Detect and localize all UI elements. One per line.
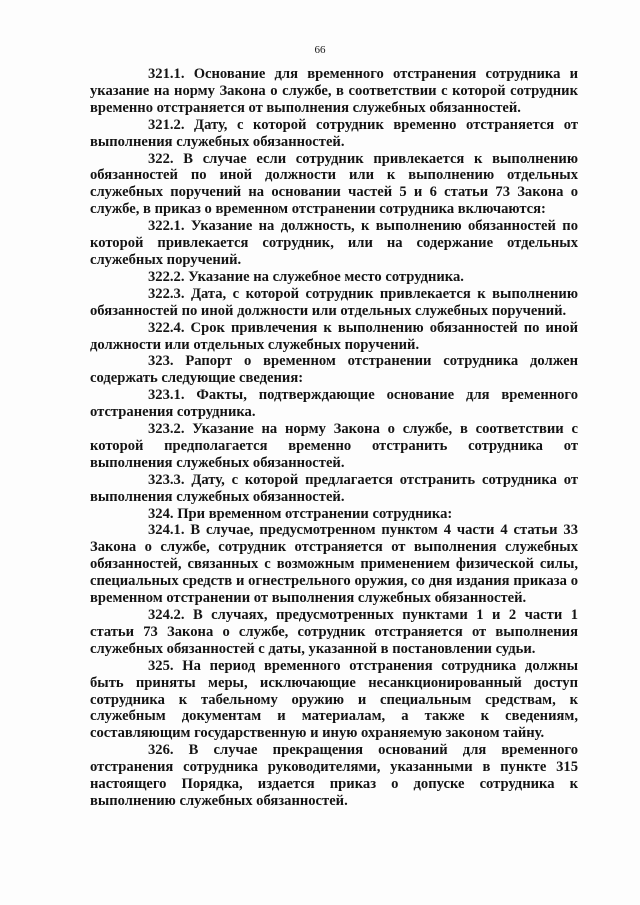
- paragraph-323-2: 323.2. Указание на норму Закона о службе, в соответствии с которой предполагается временно отстранить сотрудника от выполнения служебных обязанностей.: [90, 421, 578, 471]
- paragraph-322-3: 322.3. Дата, с которой сотрудник привлекается к выполнению обязанностей по иной должности или отдельных служебных поручений.: [90, 285, 578, 319]
- paragraph-324-2: 324.2. В случаях, предусмотренных пунктами 1 и 2 части 1 статьи 73 Закона о службе, сотрудник отстраняется от выполнения служебных обязанностей с даты, указанной в постановлении судьи.: [90, 607, 578, 657]
- page-number: 66: [314, 44, 326, 56]
- paragraph-322-1: 322.1. Указание на должность, к выполнению обязанностей по которой привлекается сотрудник, или на содержание отдельных служебных поручений.: [90, 218, 578, 268]
- paragraph-324-1: 324.1. В случае, предусмотренном пунктом 4 части 4 статьи 33 Закона о службе, сотрудник отстраняется от выполнения служебных обязанностей, связанных с возможным применением физической силы, специальных средств и огнестрельного оружия, со дня издания приказа о временном отстранении от выполнения служебных обязанностей.: [90, 522, 578, 607]
- paragraph-321-1: 321.1. Основание для временного отстранения сотрудника и указание на норму Закона о службе, в соответствии с которой сотрудник временно отстраняется от выполнения служебных обязанностей.: [90, 66, 578, 116]
- paragraph-323-1: 323.1. Факты, подтверждающие основание для временного отстранения сотрудника.: [90, 387, 578, 421]
- paragraph-322-4: 322.4. Срок привлечения к выполнению обязанностей по иной должности или отдельных служебных поручений.: [90, 319, 578, 353]
- document-body: [90, 66, 578, 810]
- paragraph-321-2: 321.2. Дату, с которой сотрудник временно отстраняется от выполнения служебных обязанностей.: [90, 116, 578, 150]
- paragraph-322: 322. В случае если сотрудник привлекается к выполнению обязанностей по иной должности или к выполнению отдельных служебных поручений на основании частей 5 и 6 статьи 73 Закона о службе, в приказ о временном отстранении сотрудника включаются:: [90, 150, 578, 218]
- paragraph-323: 323. Рапорт о временном отстранении сотрудника должен содержать следующие сведения:: [90, 353, 578, 387]
- paragraph-322-2: 322.2. Указание на служебное место сотрудника.: [148, 268, 464, 285]
- paragraph-325: 325. На период временного отстранения сотрудника должны быть приняты меры, исключающие несанкционированный доступ сотрудника к табельному оружию и специальным средствам, к служебным документам и материалам, а также к сведениям, составляющим государственную и иную охраняемую законом тайну.: [90, 657, 578, 742]
- paragraph-326: 326. В случае прекращения оснований для временного отстранения сотрудника руководителями, указанными в пункте 315 настоящего Порядка, издается приказ о допуске сотрудника к выполнению служебных обязанностей.: [90, 742, 578, 809]
- paragraph-324: 324. При временном отстранении сотрудника:: [148, 505, 453, 522]
- paragraph-323-3: 323.3. Дату, с которой предлагается отстранить сотрудника от выполнения служебных обязанностей.: [90, 471, 578, 505]
